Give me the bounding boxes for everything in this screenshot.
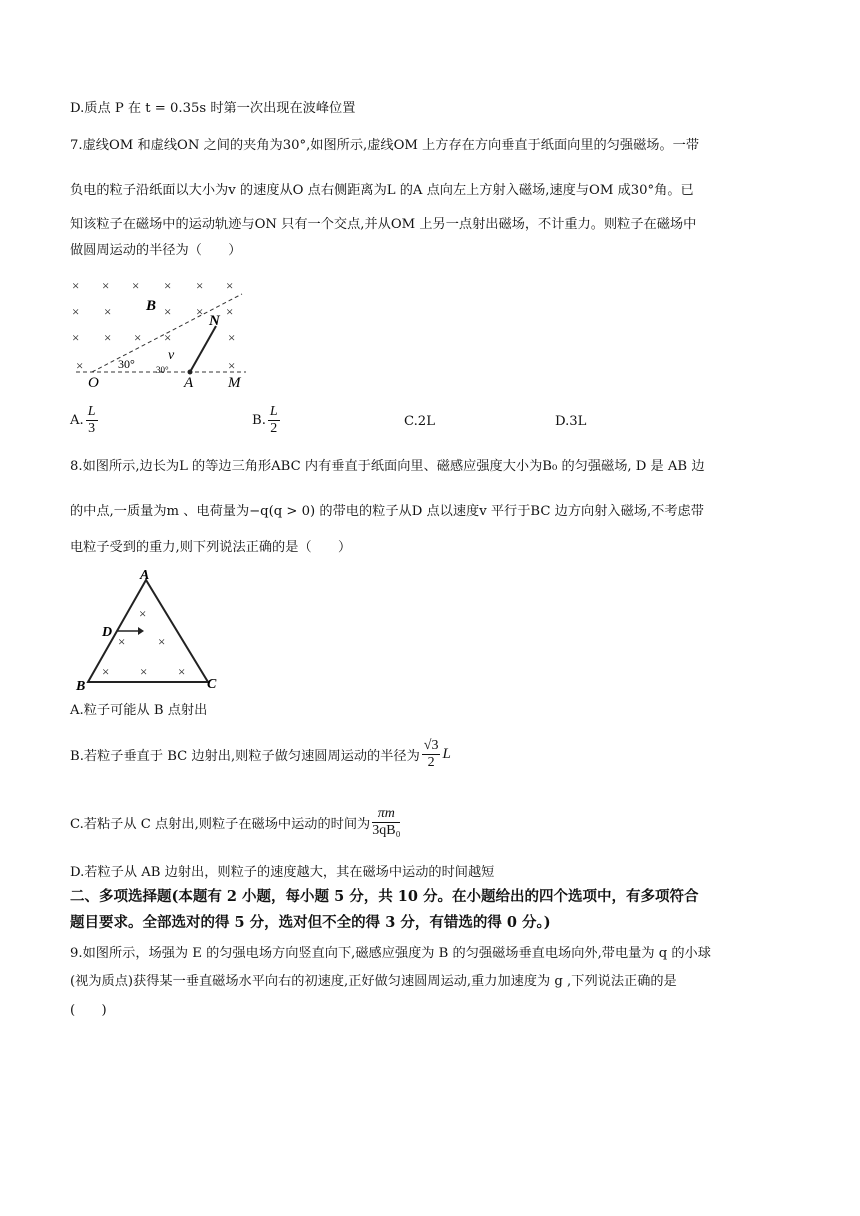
label-m: M <box>228 375 241 391</box>
label-c: C <box>207 677 217 692</box>
q7-line-3: 知该粒子在磁场中的运动轨迹与ON 只有一个交点,并从OM 上另一点射出磁场，不计重力。则粒子在磁场中 <box>70 217 697 232</box>
label-a: A <box>140 568 150 583</box>
q8-option-d[interactable]: D.若粒子从 AB 边射出，则粒子的速度越大，其在磁场中运动的时间越短 <box>70 865 495 880</box>
cross: × <box>72 330 80 345</box>
cross: × <box>226 304 234 319</box>
cross: × <box>226 278 234 293</box>
label-angle-2: 30° <box>156 365 169 375</box>
label-b: B <box>76 679 86 692</box>
q8-option-b[interactable]: B.若粒子垂直于 BC 边射出,则粒子做匀速圆周运动的半径为 $\frac{√3}{2}$ L <box>70 738 451 770</box>
cross: × <box>118 634 126 649</box>
q7-line-2: 负电的粒子沿纸面以大小为v 的速度从O 点右侧距离为L 的A 点向左上方射入磁场,速度与OM 成30°角。已 <box>70 183 694 198</box>
q9-line-2: (视为质点)获得某一垂直磁场水平向右的初速度,正好做匀速圆周运动,重力加速度为 g ,下列说法正确的是 <box>70 974 677 989</box>
q9-line-1: 9.如图所示，场强为 E 的匀强电场方向竖直向下,磁感应强度为 B 的匀强磁场垂直电场向外,带电量为 q 的小球 <box>70 946 711 961</box>
label-d: D <box>102 625 113 640</box>
cross: × <box>139 606 147 621</box>
velocity-vector <box>190 326 216 372</box>
q7-option-c[interactable]: C.2L <box>404 414 435 429</box>
cross: × <box>164 304 172 319</box>
cross: × <box>228 358 236 373</box>
cross: × <box>178 664 186 679</box>
label-n: N <box>209 313 220 329</box>
cross: × <box>158 634 166 649</box>
label-b: B <box>146 298 157 314</box>
q8-option-a[interactable]: A.粒子可能从 B 点射出 <box>70 703 208 718</box>
cross: × <box>140 664 148 679</box>
cross: × <box>196 304 204 319</box>
q8-figure <box>70 566 230 692</box>
cross: × <box>102 278 110 293</box>
q7-option-b[interactable]: B. $\frac{L}{2}$ <box>252 404 278 436</box>
cross: × <box>104 304 112 319</box>
cross: × <box>132 278 140 293</box>
section-2-heading-line-1: 二、多项选择题(本题有 2 小题，每小题 5 分，共 10 分。在小题给出的四个选项中，有多项符合 <box>70 888 699 905</box>
q7-option-d[interactable]: D.3L <box>555 414 587 429</box>
q7-option-a[interactable]: A. $\frac{L}{3}$ <box>70 404 96 436</box>
q9-line-3: ( ) <box>70 1003 107 1018</box>
point-a-dot <box>188 370 193 375</box>
cross: × <box>104 330 112 345</box>
cross: × <box>134 330 142 345</box>
cross: × <box>164 330 172 345</box>
cross: × <box>102 664 110 679</box>
cross: × <box>228 330 236 345</box>
cross: × <box>72 304 80 319</box>
cross: × <box>76 358 84 373</box>
cross: × <box>72 278 80 293</box>
q8-magnetic-field-crosses <box>102 606 185 679</box>
q7-figure <box>70 272 260 394</box>
q7-line-4: 做圆周运动的半径为（ ） <box>70 243 242 258</box>
section-2-heading-line-2: 题目要求。全部选对的得 5 分，选对但不全的得 3 分，有错选的得 0 分。) <box>70 914 551 931</box>
label-o: O <box>88 375 99 391</box>
q8-option-c[interactable]: C.若粘子从 C 点射出,则粒子在磁场中运动的时间为 $\frac{\pi m}{\text{3qB₀}}$ <box>70 806 401 838</box>
cross: × <box>196 278 204 293</box>
velocity-arrow-head <box>138 627 144 635</box>
q6-option-d: D.质点 P 在 t = 0.35s 时第一次出现在波峰位置 <box>70 101 356 116</box>
q8-line-3: 电粒子受到的重力,则下列说法正确的是（ ） <box>70 540 352 555</box>
q7-line-1: 7.虚线OM 和虚线ON 之间的夹角为30°,如图所示,虚线OM 上方存在方向垂直于纸面向里的匀强磁场。一带 <box>70 138 700 153</box>
q8-line-2: 的中点,一质量为m 、电荷量为−q(q > 0) 的带电的粒子从D 点以速度v 平行于BC 边方向射入磁场,不考虑带 <box>70 504 704 519</box>
cross: × <box>164 278 172 293</box>
q8-line-1: 8.如图所示,边长为L 的等边三角形ABC 内有垂直于纸面向里、磁感应强度大小为B₀ 的匀强磁场, D 是 AB 边 <box>70 459 705 474</box>
label-angle-1: 30° <box>118 357 135 371</box>
label-v: v <box>168 348 175 363</box>
label-a: A <box>184 375 194 391</box>
